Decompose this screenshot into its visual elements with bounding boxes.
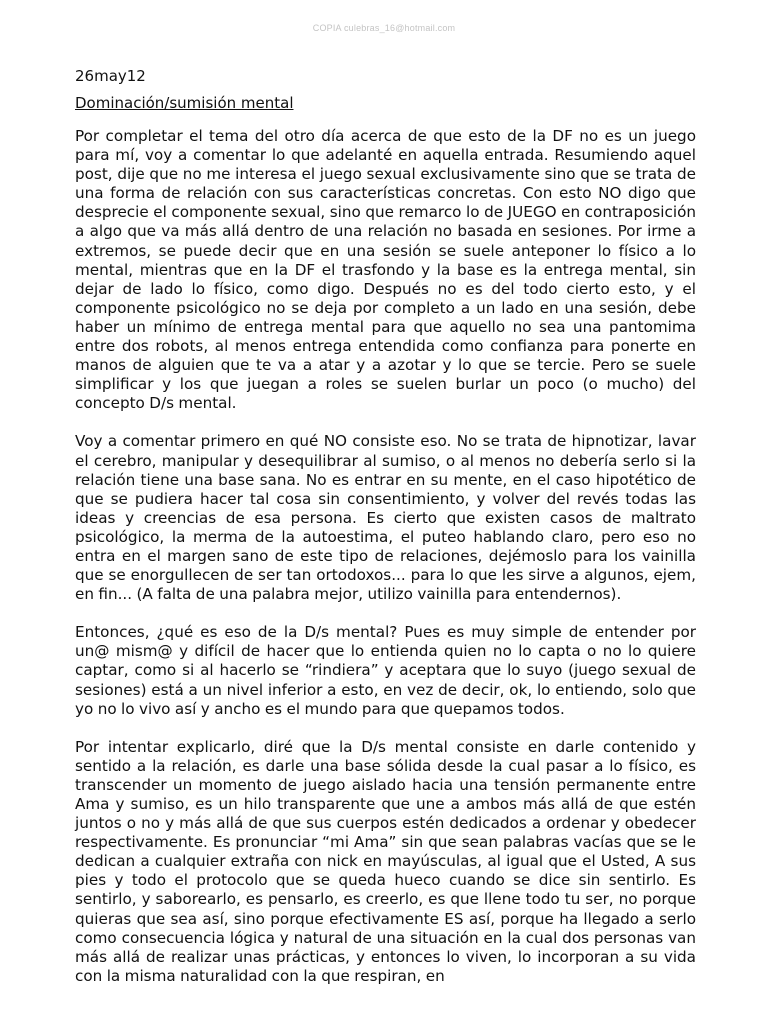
paragraph-3: Entonces, ¿qué es eso de la D/s mental? Pues es muy simple de entender por un@ mism@ y difícil de hacer que lo entienda quien no lo capta o no lo quiere captar, como si al hacerlo se “rindiera” y aceptara que lo suyo (juego sexual de sesiones) está a un nivel inferior a esto, en vez de decir, ok, lo entiendo, solo que yo no lo vivo así y ancho es el mundo para que quepamos todos. (75, 623, 696, 718)
paragraph-2: Voy a comentar primero en qué NO consiste eso. No se trata de hipnotizar, lavar el cerebro, manipular y desequilibrar al sumiso, o al menos no debería serlo si la relación tiene una base sana. No es entrar en su mente, en el caso hipotético de que se pudiera hacer tal cosa sin consentimiento, y volver del revés todas las ideas y creencias de esa persona. Es cierto que existen casos de maltrato psicológico, la merma de la autoestima, el puteo hablando claro, pero eso no entra en el margen sano de este tipo de relaciones, dejémoslo para los vainilla que se enorgullecen de ser tan ortodoxos... para lo que les sirve a algunos, ejem, en fin... (A falta de una palabra mejor, utilizo vainilla para entendernos). (75, 432, 696, 604)
post-title: Dominación/sumisión mental (75, 94, 294, 112)
document-page (75, 67, 696, 1005)
watermark: COPIA culebras_16@hotmail.com (312, 23, 456, 33)
paragraph-4: Por intentar explicarlo, diré que la D/s mental consiste en darle contenido y sentido a la relación, es darle una base sólida desde la cual pasar a lo físico, es transcender un momento de juego aislado hacia una tensión permanente entre Ama y sumiso, es un hilo transparente que une a ambos más allá de que estén juntos o no y más allá de que sus cuerpos estén dedicados a ordenar y obedecer respectivamente. Es pronunciar “mi Ama” sin que sean palabras vacías que se le dedican a cualquier extraña con nick en mayúsculas, al igual que el Usted, A sus pies y todo el protocolo que se queda hueco cuando se dice sin sentirlo. Es sentirlo, y saborearlo, es pensarlo, es creerlo, es que llene todo tu ser, no porque quieras que sea así, sino porque efectivamente ES así, porque ha llegado a serlo como consecuencia lógica y natural de una situación en la cual dos personas van más allá de realizar unas prácticas, y entonces lo viven, lo incorporan a su vida con la misma naturalidad con la que respiran, en (75, 737, 696, 985)
paragraph-1: Por completar el tema del otro día acerca de que esto de la DF no es un juego para mí, voy a comentar lo que adelanté en aquella entrada. Resumiendo aquel post, dije que no me interesa el juego sexual exclusivamente sino que se trata de una forma de relación con sus características concretas. Con esto NO digo que desprecie el componente sexual, sino que remarco lo de JUEGO en contraposición a algo que va más allá dentro de una relación no basada en sesiones. Por irme a extremos, se puede decir que en una sesión se suele anteponer lo físico a lo mental, mientras que en la DF el trasfondo y la base es la entrega mental, sin dejar de lado lo físico, como digo. Después no es del todo cierto esto, y el componente psicológico no se deja por completo a un lado en una sesión, debe haber un mínimo de entrega mental para que aquello no sea una pantomima entre dos robots, al menos entrega entendida como confianza para ponerte en manos de alguien que te va a atar y a azotar y lo que se tercie. Pero se suele simplificar y los que juegan a roles se suelen burlar un poco (o mucho) del concepto D/s mental. (75, 127, 696, 413)
post-date: 26may12 (75, 67, 146, 85)
